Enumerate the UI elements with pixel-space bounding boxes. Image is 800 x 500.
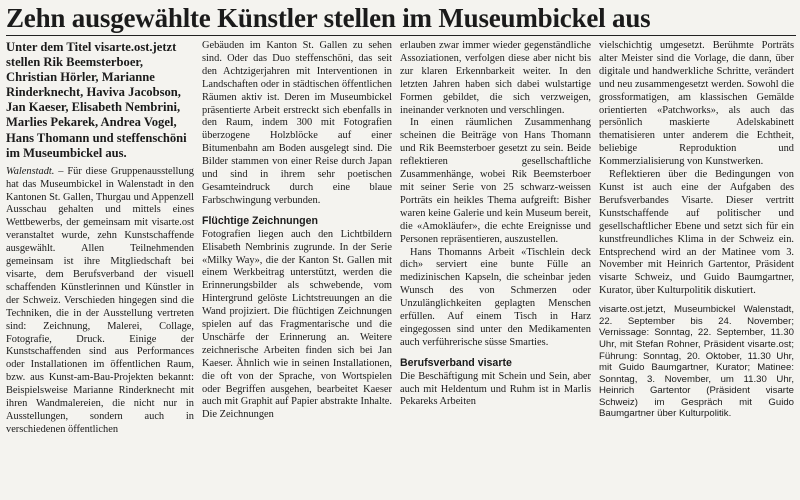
subheading-berufsverband: Berufsverband visarte xyxy=(400,356,512,369)
body-paragraph-6: Hans Thomanns Arbeit «Tischlein deck dich» serviert eine bunte Fülle an medizinischen Kapseln, die scheinbar jeden Wunsch des von Schmerzen oder Unzulänglichkeiten geplagten Menschen erfüllen. Auf einem Tisch in Harz eingegossen sind unter den Medikamenten auch verführerische süsse Smarties. xyxy=(400,246,591,348)
body-paragraph-9: Reflektieren über die Bedingungen von Kunst ist auch eine der Aufgaben des Berufsverbandes Visarte. Dieser vertritt Kunstschaffende auf politischer und gesellschaftlicher Ebene und setzt sich für ein kunstfreundliches Klima in der Schweiz ein. Entsprechend wird an der Matinee vom 3. November mit Heinrich Gartentor, Präsident visarte Schweiz, und Guido Baumgartner, Kurator, über Kulturpolitik diskutiert. xyxy=(599,169,794,297)
body-paragraph-8: vielschichtig umgesetzt. Berühmte Porträts alter Meister sind die Vorlage, die dann, über digitale und handwerkliche Schritte, verändert und neu zusammengesetzt werden. Sowohl die grossformatigen, am klassischen Gemälde orientierten «Patchworks», als auch das persönlich maskierte Adelskabinett thematisieren unter anderem die Echtheit, beliebige Reproduktion und Kommerzialisierung von Kunstwerken. xyxy=(599,40,794,168)
column-4 xyxy=(599,40,794,498)
dateline: Walenstadt. xyxy=(6,165,55,177)
headline: Zehn ausgewählte Künstler stellen im Museumbickel aus xyxy=(6,3,651,33)
column-1 xyxy=(6,40,194,498)
headline-rule xyxy=(6,35,796,36)
lead-paragraph: Unter dem Titel visarte.ost.jetzt stellen Rik Beemsterboer, Christian Hörler, Marianne Rinderknecht, Haviva Jacobson, Jan Kaeser, Elisabeth Nembrini, Marlies Pekarek, Andrea Vogel, Hans Thomann und steffenschöni im Museumbickel aus. xyxy=(6,40,187,160)
body-paragraph-3: Fotografien liegen auch den Lichtbildern Elisabeth Nembrinis zugrunde. In der Serie «Milky Way», die der Kanton St. Gallen mit einem Werkbeitrag unterstützt, werden die Erinnerungsbilder als schwebende, vom Hintergrund gelöste Lichtstreuungen an die Wand projiziert. Die flüchtigen Zeichnungen spielen auf das Fragmentarische und die Unschärfe der Erinnerung an. Weitere zeichnerische Arbeiten finden sich bei Jan Kaeser. Ähnlich wie in seinen Installationen, die oft von der Sprache, von Wortspielen oder Begriffen ausgehen, bearbeitet Kaeser auch mit Graphit auf Papier abstrakte Inhalte. Die Zeichnungen xyxy=(202,228,392,421)
body-paragraph-4: erlauben zwar immer wieder gegenständliche Assoziationen, verfolgen diese aber nicht bis zur klaren Erkennbarkeit weiter. In den letzten Jahren haben sich dabei wulstartige Formen gebildet, die sich verzweigen, ineinander verknoten und verschlingen. xyxy=(400,40,591,116)
subheading-fluechtige-zeichnungen: Flüchtige Zeichnungen xyxy=(202,214,318,227)
body-paragraph-7: Die Beschäftigung mit Schein und Sein, aber auch mit Heldentum und Ruhm ist in Marlis Pekareks Arbeiten xyxy=(400,370,591,408)
event-info-box: visarte.ost.jetzt, Museumbickel Walenstadt, 22. September bis 24. November; Vernissage: Sonntag, 22. September, 11.30 Uhr, mit Stefan Rohner, Präsident visarte.ost; Führung: Sonntag, 20. Oktober, 11.30 Uhr, mit Guido Baumgartner, Kurator; Matinee: Sonntag, 3. November, um 11.30 Uhr, Heinrich Gartentor (Präsident visarte Schweiz) im Gespräch mit Guido Baumgartner über Kulturpolitik. xyxy=(599,304,794,420)
body-paragraph-2: Gebäuden im Kanton St. Gallen zu sehen sind. Oder das Duo steffenschöni, das seit den Achtzigerjahren mit Interventionen in Landschaften oder in städtischen öffentlichen Räumen aktiv ist. Deren im Museumbickel präsentierte Arbeit erstreckt sich ebenfalls in den Raum, indem 300 mit Fotografien überzogene Holzblöcke auf einer Bitumenbahn am Boden ausgelegt sind. Die Bilder stammen von einer Reise durch Japan und sind in ihrem sehr poetischen Gesamteindruck durch eine blaue Farbschwingung verbunden. xyxy=(202,40,392,206)
body-paragraph-1 xyxy=(6,166,194,437)
column-2 xyxy=(202,40,392,498)
body-paragraph-5: In einen räumlichen Zusammenhang scheinen die Beiträge von Hans Thomann und Rik Beemsterboer gesetzt zu sein. Beide reflektieren gesellschaftliche Zusammenhänge, wobei Rik Beemsterboer mit seiner Serie von 25 schwarz-weissen Porträts ein heikles Thema aufgreift: Bisher waren keine Galerie und kein Museum bereit, die «Amokläufer», die echte Ereignisse und Personen repräsentieren, auszustellen. xyxy=(400,117,591,245)
body-text-1: – Für diese Gruppenausstellung hat das Museumbickel in Walenstadt in den Kantonen St. Gallen, Thurgau und Appenzell Ausschau gehalten und mittels eines Wettbewerbs, der gemeinsam mit visarte.ost veranstaltet wurde, zehn Kunstschaffende ausgewählt. Allen Teilnehmenden gemeinsam ist ihre Mitgliedschaft bei visarte, dem Berufsverband der visuell schaffenden Künstlerinnen und Künstler in der Schweiz. Verschieden hingegen sind die Techniken, die in der Ausstellung vertreten sind: Zeichnung, Malerei, Collage, Fotografie, Druck. Einige der Kunstschaffenden sind aus Performances oder Installationen im öffentlichen Raum, bzw. aus Kunst-am-Bau-Projekten bekannt: Beispielsweise Marianne Rinderknecht mit ihren Wandmalereien, die nicht nur in Ausstellungen, sondern auch in verschiedenen öffentlichen xyxy=(6,165,194,435)
column-3 xyxy=(400,40,591,498)
